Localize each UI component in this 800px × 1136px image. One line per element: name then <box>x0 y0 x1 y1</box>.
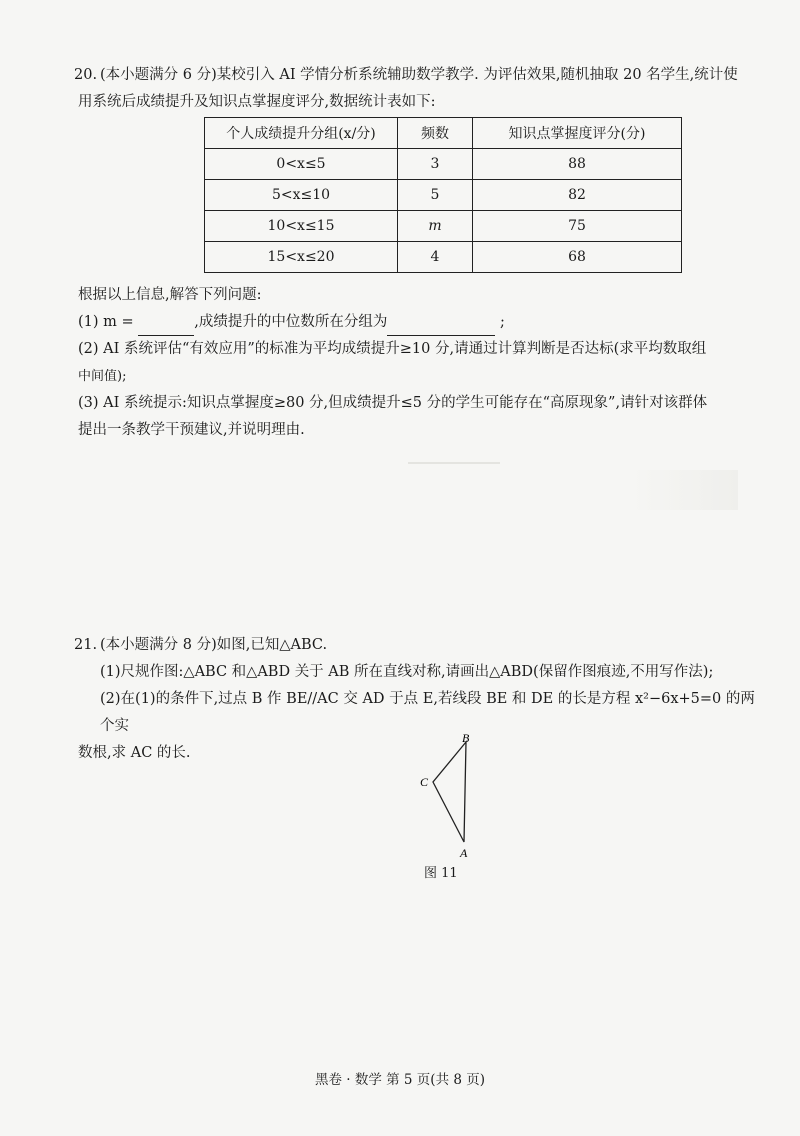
figure-caption: 图 11 <box>424 866 458 881</box>
scan-artifact <box>408 462 500 464</box>
q20-stats-table <box>204 117 682 273</box>
table-cell: 75 <box>473 211 682 242</box>
q20-questions <box>78 282 768 444</box>
table-header: 频数 <box>398 118 473 149</box>
table-cell: 4 <box>398 242 473 273</box>
question-20 <box>74 62 768 116</box>
q20-intro-line2: 用系统后成绩提升及知识点掌握度评分,数据统计表如下: <box>78 94 436 110</box>
vertex-label-c: C <box>420 775 429 789</box>
q20-prompt: 根据以上信息,解答下列问题: <box>78 287 262 303</box>
table-cell: 68 <box>473 242 682 273</box>
table-row <box>205 242 682 273</box>
table-cell: 10<x≤15 <box>205 211 398 242</box>
table-cell: 5 <box>398 180 473 211</box>
q21-part2-line1: (2)在(1)的条件下,过点 B 作 BE//AC 交 AD 于点 E,若线段 BE 和 DE 的长是方程 x²−6x+5=0 的两个实 <box>100 691 755 734</box>
q20-intro-line1: 20. (本小题满分 6 分)某校引入 AI 学情分析系统辅助数学教学. 为评估效果,随机抽取 20 名学生,统计使 <box>78 62 768 89</box>
q20-number: 20. <box>74 67 98 83</box>
vertex-label-a: A <box>460 846 468 860</box>
q21-part2-line2: 数根,求 AC 的长. <box>78 745 191 761</box>
table-cell: 5<x≤10 <box>205 180 398 211</box>
q21-intro: 21. (本小题满分 8 分)如图,已知△ABC. <box>78 632 768 659</box>
table-cell: 82 <box>473 180 682 211</box>
table-header-row <box>205 118 682 149</box>
table-cell: m <box>398 211 473 242</box>
triangle-abc <box>433 742 466 842</box>
table-header: 知识点掌握度评分(分) <box>473 118 682 149</box>
table-header: 个人成绩提升分组(x/分) <box>205 118 398 149</box>
q20-part3-line1: (3) AI 系统提示:知识点掌握度≥80 分,但成绩提升≤5 分的学生可能存在“高原现象”,请针对该群体 <box>78 395 708 411</box>
table-cell: 0<x≤5 <box>205 149 398 180</box>
q20-part1: (1) m = ,成绩提升的中位数所在分组为 ; <box>78 309 768 336</box>
q20-part2-line2: 中间值); <box>78 369 127 384</box>
q21-part1: (1)尺规作图:△ABC 和△ABD 关于 AB 所在直线对称,请画出△ABD(保留作图痕迹,不用写作法); <box>100 664 714 680</box>
table-row <box>205 149 682 180</box>
vertex-label-b: B <box>462 731 470 745</box>
q21-number: 21. <box>74 637 98 653</box>
table-cell: 88 <box>473 149 682 180</box>
page-footer: 黑卷 · 数学 第 5 页(共 8 页) <box>314 1072 486 1088</box>
table-row <box>205 211 682 242</box>
table-cell: 3 <box>398 149 473 180</box>
table-cell: 15<x≤20 <box>205 242 398 273</box>
q20-part2-line1: (2) AI 系统评估“有效应用”的标准为平均成绩提升≥10 分,请通过计算判断是否达标(求平均数取组 <box>78 341 707 357</box>
table-row <box>205 180 682 211</box>
answer-blank-m[interactable] <box>138 317 194 336</box>
triangle-abc-figure <box>410 730 500 880</box>
answer-blank-median-group[interactable] <box>387 317 495 336</box>
q20-part3-line2: 提出一条教学干预建议,并说明理由. <box>78 422 305 438</box>
scan-artifact <box>628 470 738 510</box>
